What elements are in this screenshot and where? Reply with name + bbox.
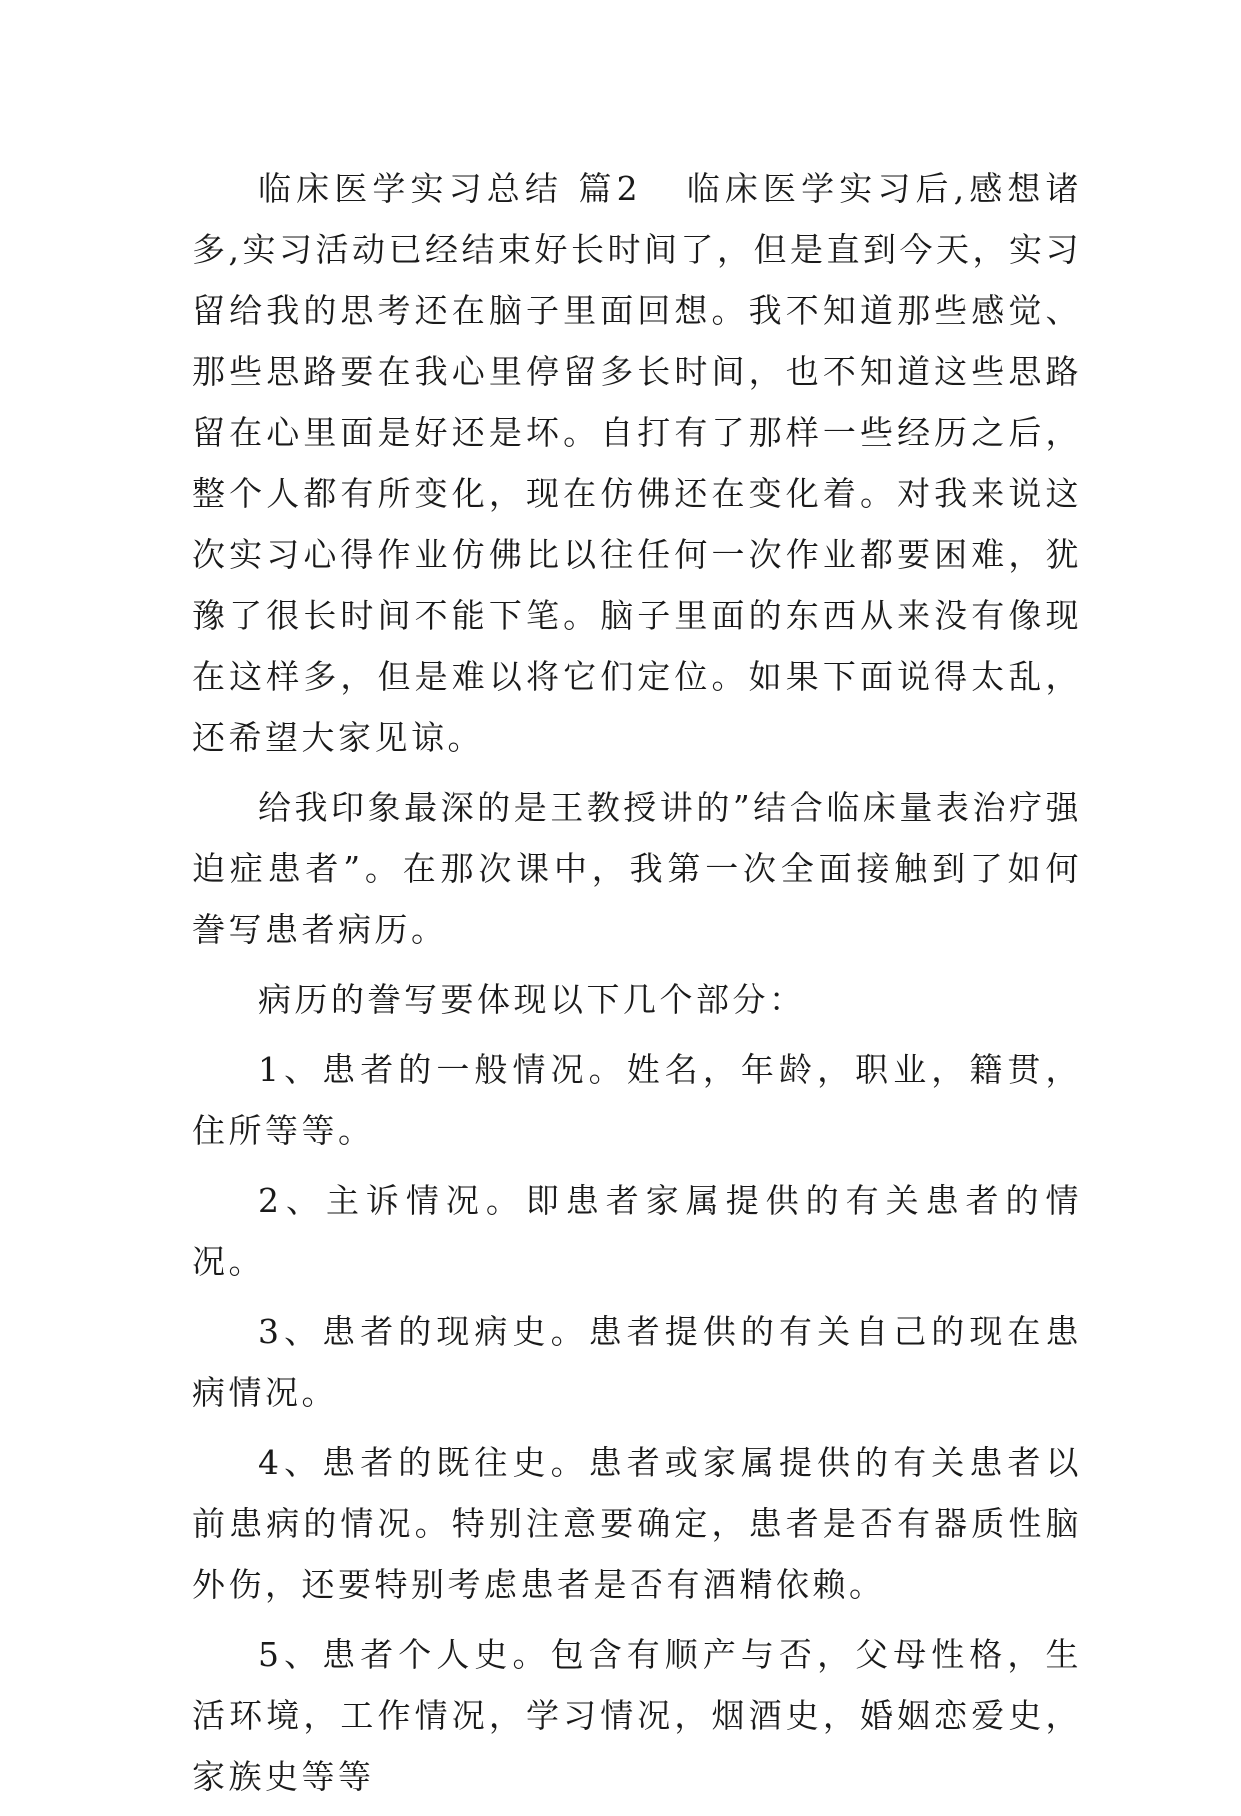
document-body	[192, 158, 1082, 1816]
document-title: 临床医学实习总结 篇2	[258, 169, 642, 208]
list-item-general-info: 1、患者的一般情况。姓名，年龄，职业，籍贯，住所等等。	[192, 1050, 1082, 1150]
paragraph-impression: 给我印象最深的是王教授讲的”结合临床量表治疗强迫症患者”。在那次课中，我第一次全面接触到了如何誊写患者病历。	[192, 788, 1082, 949]
intro-paragraph	[192, 158, 1082, 768]
list-item-present-illness: 3、患者的现病史。患者提供的有关自己的现在患病情况。	[192, 1312, 1082, 1412]
intro-text: 临床医学实习后,感想诸多,实习活动已经结束好长时间了，但是直到今天，实习留给我的思考还在脑子里面回想。我不知道那些感觉、那些思路要在我心里停留多长时间，也不知道这些思路留在心里面是好还是坏。自打有了那样一些经历之后，整个人都有所变化，现在仿佛还在变化着。对我来说这次实习心得作业仿佛比以往任何一次作业都要困难，犹豫了很长时间不能下笔。脑子里面的东西从来没有像现在这样多，但是难以将它们定位。如果下面说得太乱，还希望大家见谅。	[192, 169, 1082, 757]
list-item-past-history: 4、患者的既往史。患者或家属提供的有关患者以前患病的情况。特别注意要确定，患者是否有器质性脑外伤，还要特别考虑患者是否有酒精依赖。	[192, 1443, 1082, 1604]
list-item-chief-complaint: 2、主诉情况。即患者家属提供的有关患者的情况。	[192, 1181, 1082, 1281]
list-item-personal-history: 5、患者个人史。包含有顺产与否，父母性格，生活环境，工作情况，学习情况，烟酒史，婚姻恋爱史，家族史等等	[192, 1635, 1082, 1796]
paragraph-record-parts: 病历的誊写要体现以下几个部分：	[258, 980, 806, 1019]
